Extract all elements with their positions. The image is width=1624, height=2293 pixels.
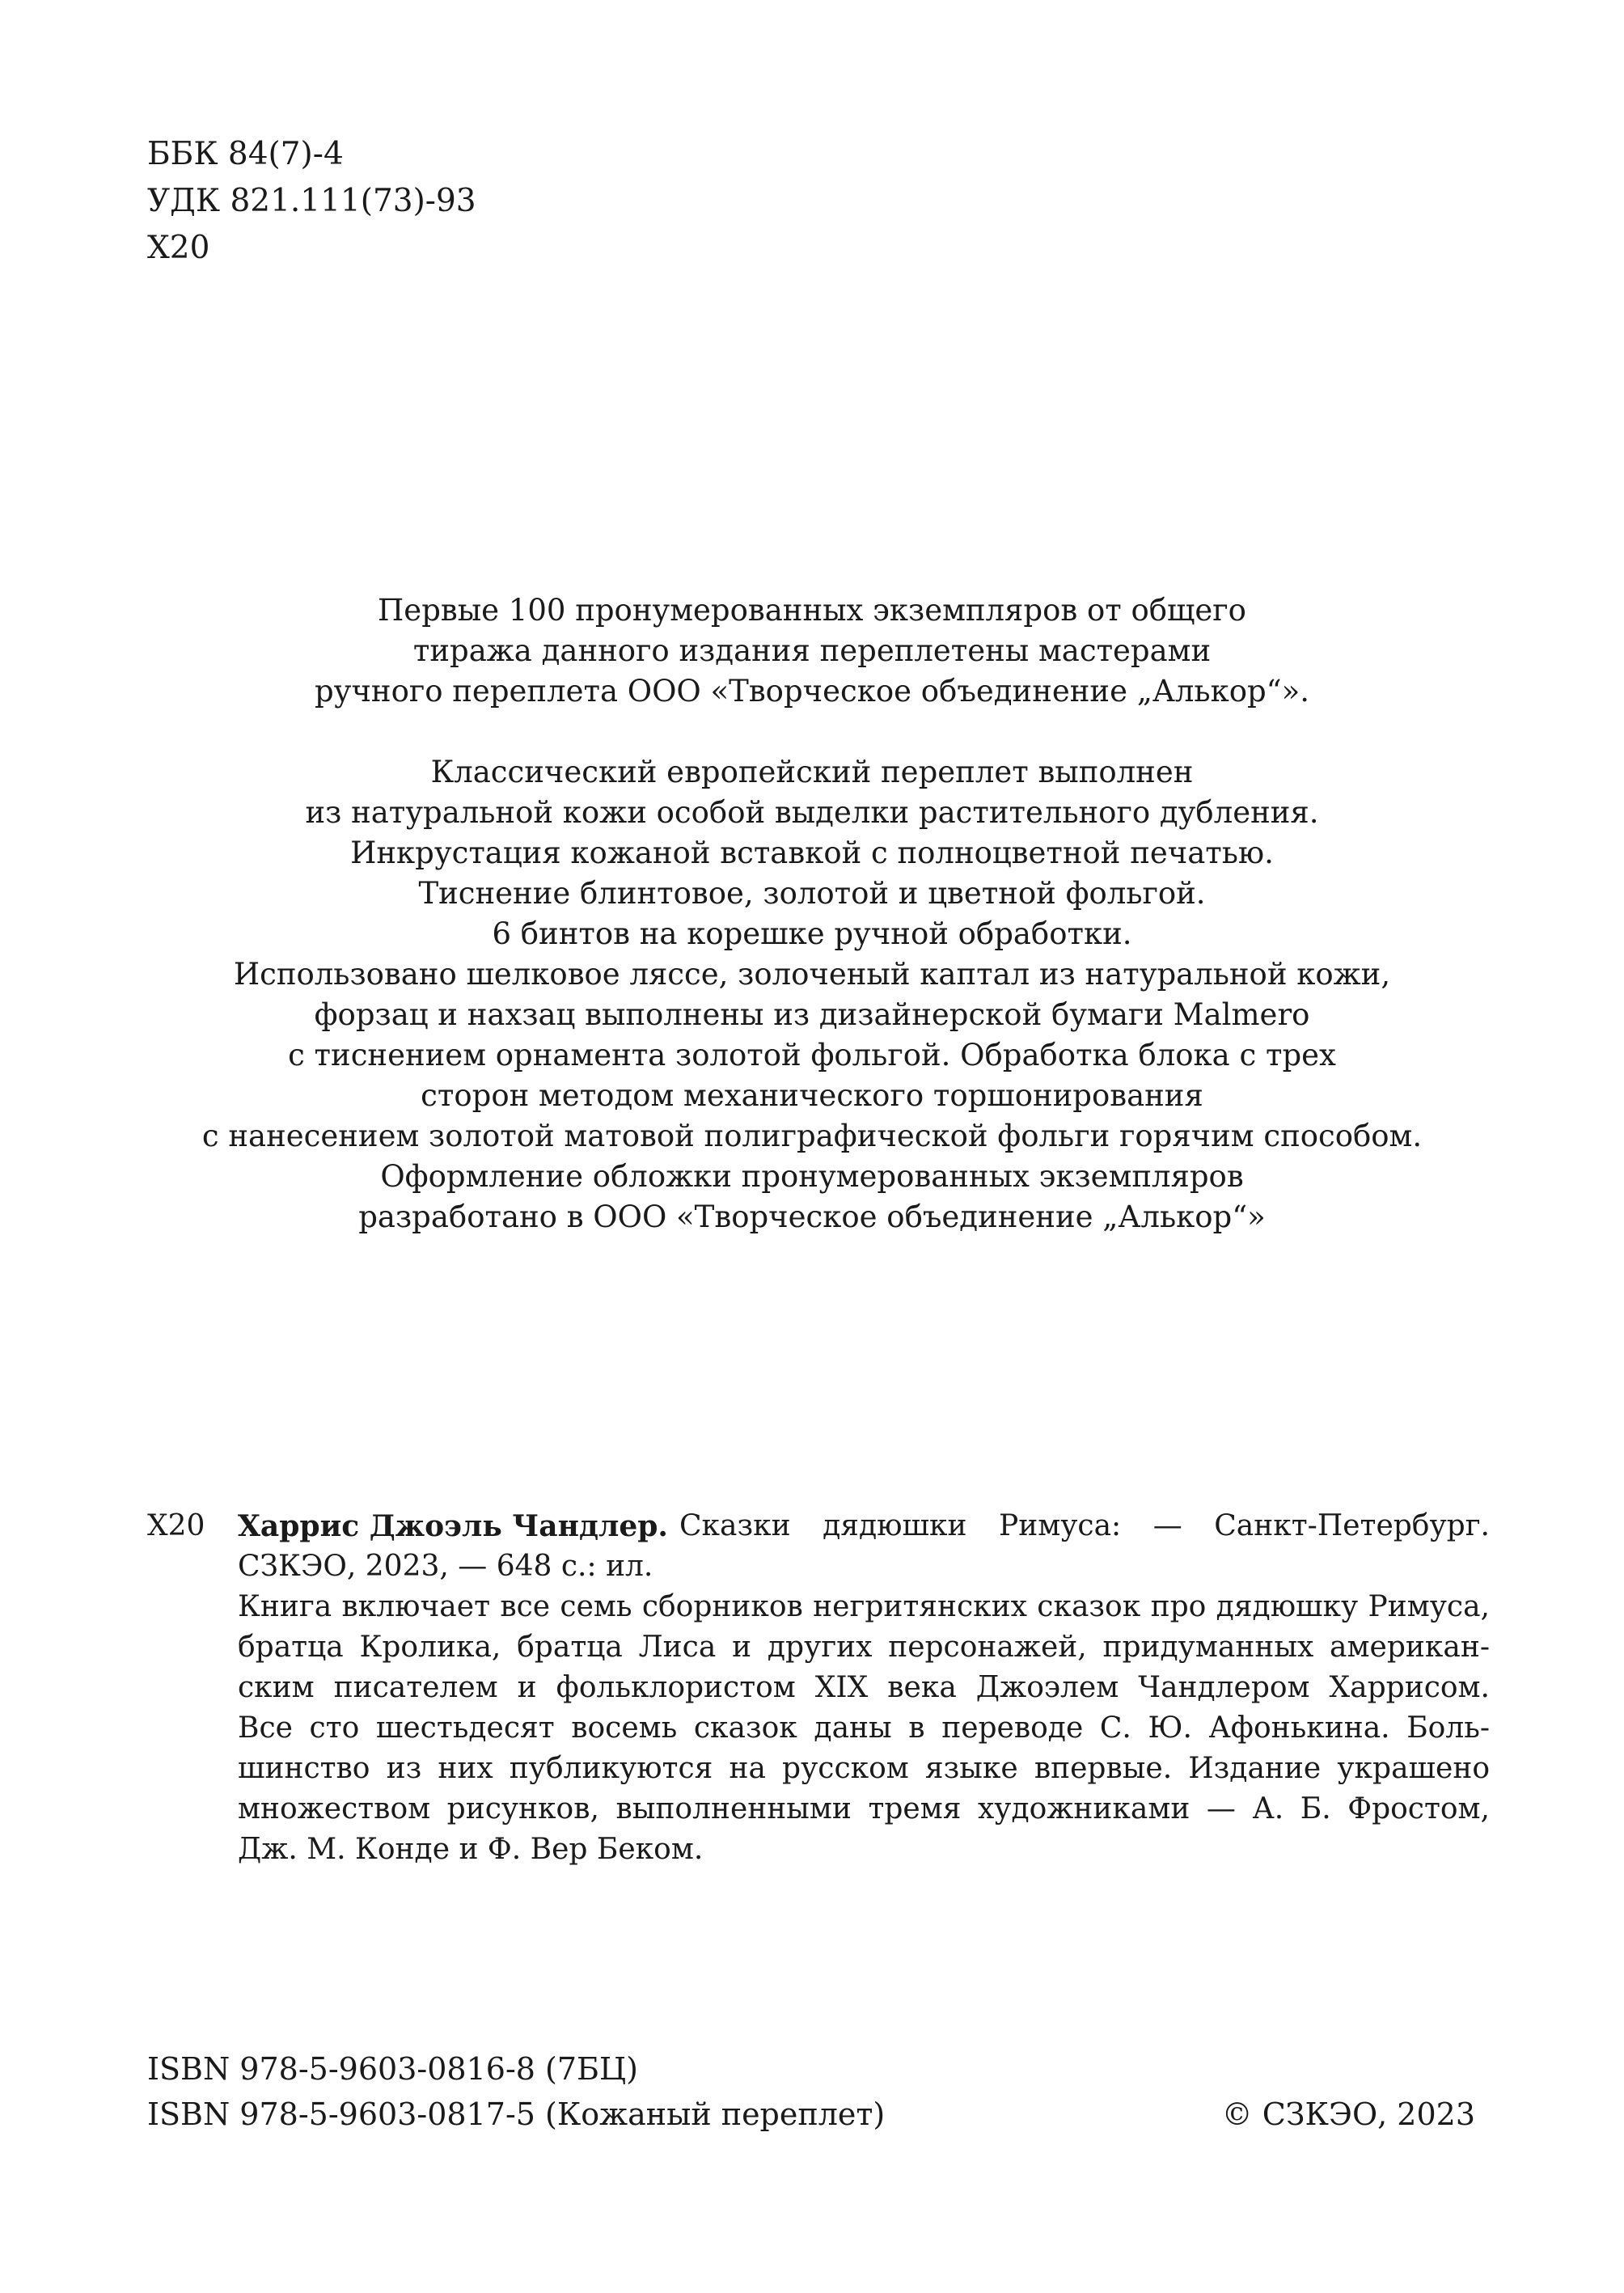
isbn-line: ISBN 978-5-9603-0817-5 (Кожаный переплет)	[147, 2096, 886, 2132]
note-line: с нанесением золотой матовой полиграфической фольги горячим способом.	[201, 1119, 1423, 1153]
note-line: Оформление обложки пронумерованных экземпляров	[380, 1159, 1244, 1194]
card-body	[238, 1506, 1490, 1870]
description-line: множеством рисунков, выполненными тремя художниками — А. Б. Фростом,	[238, 1792, 1490, 1826]
note-line: из натуральной кожи особой выделки растительного дубления.	[305, 795, 1319, 830]
note-line: с тиснением орнамента золотой фольгой. Обработка блока с трех	[288, 1038, 1336, 1072]
card-author: Харрис Джоэль Чандлер.	[238, 1509, 668, 1543]
note-line: разработано в ООО «Творческое объединение „Алькор“»	[358, 1199, 1266, 1234]
udk-code: УДК 821.111(73)-93	[147, 183, 476, 219]
author-mark: Х20	[147, 230, 210, 266]
edition-notes	[147, 590, 1477, 1278]
card-imprint-line	[238, 1546, 1490, 1587]
binding-description	[147, 752, 1477, 1237]
note-line: Тиснение блинтовое, золотой и цветной фольгой.	[418, 876, 1206, 911]
numbered-copies-note	[147, 590, 1477, 712]
card-author-mark: Х20	[147, 1509, 205, 1542]
description-line: братца Кролика, братца Лиса и других персонажей, придуманных американ-	[238, 1631, 1490, 1664]
card-title: Сказки дядюшки Римуса: — Санкт-Петербург.	[679, 1509, 1490, 1542]
description-line: ским писателем и фольклористом XIX века Джоэлем Чандлером Харрисом.	[238, 1671, 1490, 1704]
copyright-notice: © СЗКЭО, 2023	[1221, 2096, 1475, 2132]
card-description	[147, 1587, 1490, 1870]
description-line: шинство из них публикуются на русском языке впервые. Издание украшено	[238, 1752, 1490, 1785]
description-line: Книга включает все семь сборников негритянских сказок про дядюшку Римуса,	[238, 1590, 1490, 1623]
note-line: Инкрустация кожаной вставкой с полноцветной печатью.	[350, 836, 1274, 870]
note-line: 6 бинтов на корешке ручной обработки.	[492, 916, 1132, 951]
note-line: Классический европейский переплет выполнен	[430, 755, 1194, 789]
isbn-block	[147, 2046, 885, 2137]
note-line: Первые 100 пронумерованных экземпляров от общего	[378, 593, 1246, 628]
note-line: форзац и нахзац выполнены из дизайнерской бумаги Malmero	[314, 997, 1310, 1032]
note-line: сторон методом механического торшонирования	[421, 1078, 1203, 1113]
card-imprint: СЗКЭО, 2023, — 648 с.: ил.	[238, 1550, 653, 1583]
note-line: ручного переплета ООО «Творческое объединение „Алькор“».	[315, 674, 1309, 709]
note-line: тиража данного издания переплетены мастерами	[412, 633, 1212, 668]
card-heading-line	[238, 1506, 1490, 1546]
isbn-line: ISBN 978-5-9603-0816-8 (7БЦ)	[147, 2051, 638, 2087]
description-line: Дж. М. Конде и Ф. Вер Беком.	[238, 1833, 704, 1866]
bbk-code: ББК 84(7)-4	[147, 136, 344, 172]
note-line: Использовано шелковое ляссе, золоченый каптал из натуральной кожи,	[233, 957, 1391, 992]
classification-block	[147, 131, 476, 272]
description-line: Все сто шестьдесят восемь сказок даны в переводе С. Ю. Афонькина. Боль-	[238, 1711, 1490, 1745]
